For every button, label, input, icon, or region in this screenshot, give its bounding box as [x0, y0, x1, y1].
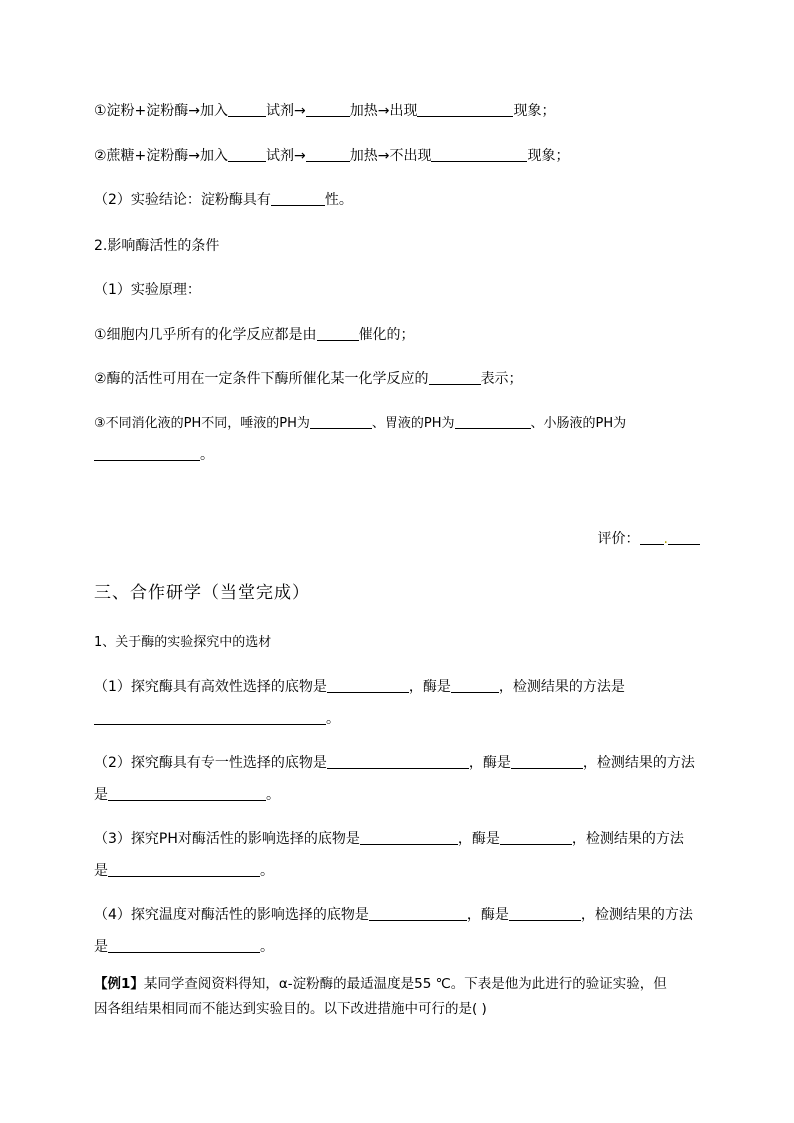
principle-item-3-continued: 。 — [94, 446, 700, 464]
answer-blank[interactable] — [310, 414, 372, 429]
answer-blank[interactable] — [511, 754, 583, 769]
answer-blank[interactable] — [327, 678, 409, 693]
answer-blank[interactable] — [429, 370, 481, 385]
question-1-3: （3）探究PH对酶活性的影响选择的底物是 ，酶是 ，检测结果的方法 — [94, 831, 684, 847]
evaluation: 评价： . — [94, 530, 700, 548]
question-1-2: （2）探究酶具有专一性选择的底物是 ，酶是 ，检测结果的方法 — [94, 755, 695, 771]
question-1-title: 1、关于酶的实验探究中的选材 — [94, 635, 272, 650]
reaction-line-sucrose: ②蔗糖+淀粉酶→加入 试剂→ 加热→不出现 现象； — [94, 148, 570, 164]
answer-blank[interactable] — [306, 102, 350, 117]
question-1-2-continued: 是 。 — [94, 787, 280, 803]
answer-blank[interactable] — [108, 786, 266, 801]
answer-blank[interactable] — [500, 830, 572, 845]
answer-blank[interactable] — [417, 102, 513, 117]
answer-blank[interactable] — [108, 938, 260, 953]
principle-item-1: ①细胞内几乎所有的化学反应都是由 催化的； — [94, 327, 415, 343]
answer-blank[interactable] — [360, 830, 458, 845]
answer-blank[interactable] — [108, 862, 260, 877]
evaluation-blank-1[interactable] — [640, 530, 664, 545]
principle-label: （1）实验原理： — [94, 282, 201, 298]
answer-blank[interactable] — [271, 191, 325, 206]
answer-blank[interactable] — [369, 906, 467, 921]
example-1-line-2: 因各组结果相同而不能达到实验目的。以下改进措施中可行的是( ) — [94, 1001, 487, 1017]
question-1-3-continued: 是 。 — [94, 863, 274, 879]
example-1-line-1: 【例1】某同学查阅资料得知，α-淀粉酶的最适温度是55 ℃。下表是他为此进行的验证实验，但 — [94, 976, 667, 992]
answer-blank[interactable] — [94, 446, 200, 461]
evaluation-blank-2[interactable] — [668, 530, 700, 545]
question-1-4: （4）探究温度对酶活性的影响选择的底物是 ，酶是 ，检测结果的方法 — [94, 907, 693, 923]
reaction-line-starch: ①淀粉+淀粉酶→加入 试剂→ 加热→出现 现象； — [94, 103, 556, 119]
answer-blank[interactable] — [228, 147, 266, 162]
answer-blank[interactable] — [317, 326, 359, 341]
question-1-1: （1）探究酶具有高效性选择的底物是 ，酶是 ，检测结果的方法是 — [94, 679, 625, 695]
dot-mark: . — [663, 531, 668, 547]
answer-blank[interactable] — [228, 102, 266, 117]
experiment-conclusion: （2）实验结论：淀粉酶具有 性。 — [94, 192, 353, 208]
section-title-enzyme-activity: 2.影响酶活性的条件 — [94, 238, 220, 254]
part3-heading: 三、合作研学（当堂完成） — [94, 583, 310, 603]
answer-blank[interactable] — [327, 754, 469, 769]
answer-blank[interactable] — [451, 678, 499, 693]
answer-blank[interactable] — [94, 710, 326, 725]
principle-item-3: ③不同消化液的PH不同，唾液的PH为 、胃液的PH为 、小肠液的PH为 — [94, 416, 627, 431]
question-1-4-continued: 是 。 — [94, 939, 274, 955]
principle-item-2: ②酶的活性可用在一定条件下酶所催化某一化学反应的 表示； — [94, 371, 523, 387]
answer-blank[interactable] — [431, 147, 527, 162]
answer-blank[interactable] — [306, 147, 350, 162]
question-1-1-continued: 。 — [94, 710, 700, 728]
answer-blank[interactable] — [455, 414, 531, 429]
answer-blank[interactable] — [509, 906, 581, 921]
